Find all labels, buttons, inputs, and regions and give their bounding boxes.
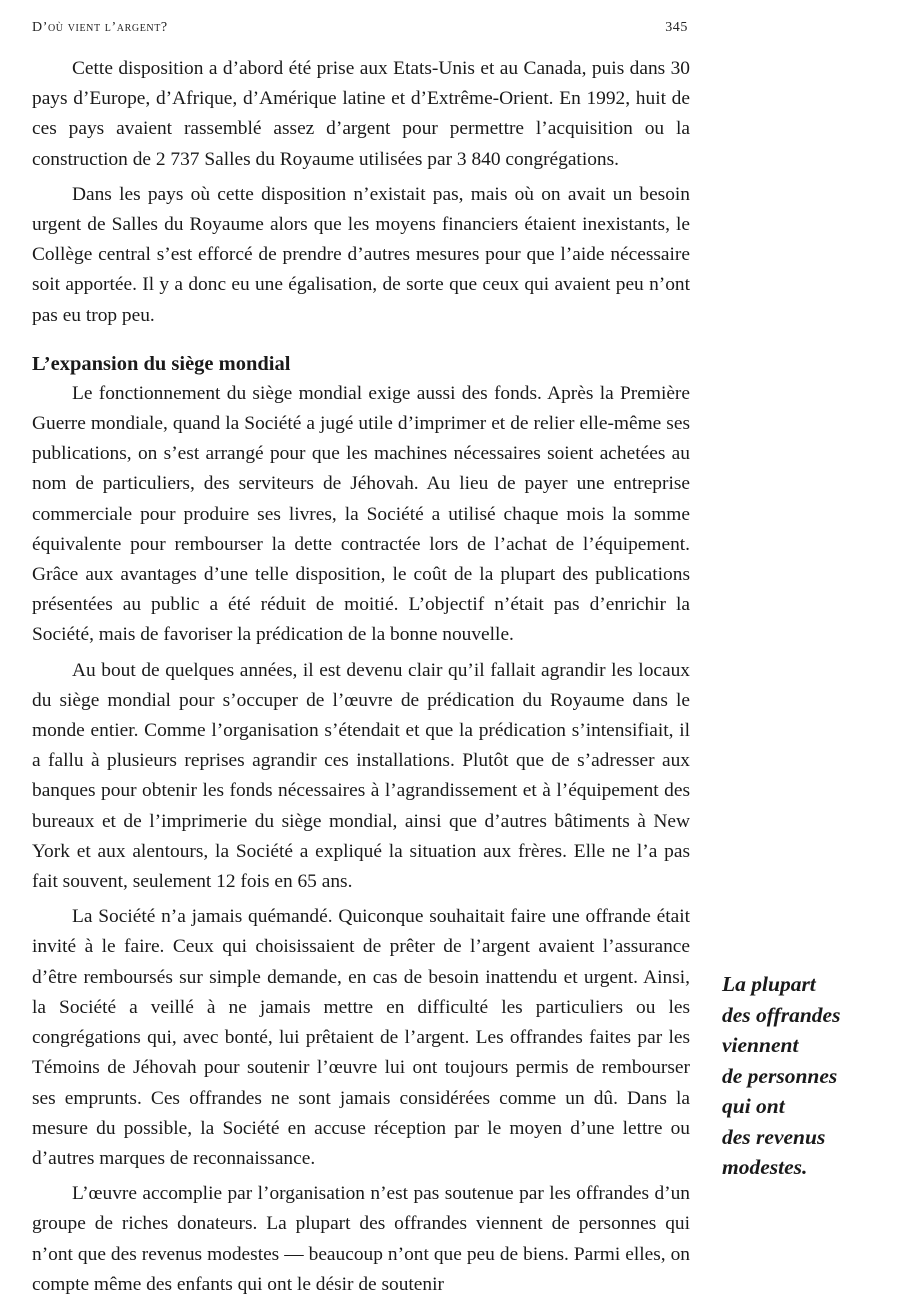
main-text xyxy=(32,54,690,1300)
margin-quote-line: modestes. xyxy=(722,1155,808,1179)
margin-quote-line: qui ont xyxy=(722,1094,785,1118)
margin-quote xyxy=(722,969,902,1183)
margin-quote-line: des revenus xyxy=(722,1124,826,1149)
paragraph: Le fonctionnement du siège mondial exige aussi des fonds. Après la Première Guerre mondiale, quand la Société a jugé utile d’imprimer et de relier elle-même ses publications, on s’est arrangé pour que les machines nécessaires soient achetées au nom de particuliers, des serviteurs de Jéhovah. Au lieu de payer une entreprise commerciale pour produire ses livres, la Société a utilisé chaque mois la somme équivalente pour rembourser la dette contractée lors de l’achat de l’équipement. Grâce aux avantages d’une telle disposition, le coût de la plupart des publications présentées au public a été réduit de moitié. L’objectif n’était pas d’enrichir la Société, mais de favoriser la prédication de la bonne nouvelle. xyxy=(32,382,690,646)
page-number: 345 xyxy=(665,20,688,35)
paragraph: Cette disposition a d’abord été prise aux Etats-Unis et au Canada, puis dans 30 pays d’Europe, d’Afrique, d’Amérique latine et d’Extrême-Orient. En 1992, huit de ces pays avaient rassemblé assez d’argent pour permettre l’acquisition ou la construction de 2 737 Salles du Royaume utilisées par 3 840 congrégations. xyxy=(32,58,690,170)
running-head xyxy=(32,20,688,36)
section-heading: L’expansion du siège mondial xyxy=(32,352,291,375)
paragraph: Au bout de quelques années, il est devenu clair qu’il fallait agrandir les locaux du siège mondial pour s’occuper de l’œuvre de prédication du Royaume dans le monde entier. Comme l’organisation s’étendait et que la prédication s’intensifiait, il a fallu à plusieurs reprises agrandir ces installations. Plutôt que de s’adresser aux banques pour obtenir les fonds nécessaires à l’agrandissement et à l’équipement des bureaux et de l’imprimerie du siège mondial, ainsi que d’autres bâtiments à New York et aux alentours, la Société a expliqué la situation aux frères. Elle ne l’a pas fait souvent, seulement 12 fois en 65 ans. xyxy=(32,659,690,893)
margin-quote-line: La plupart xyxy=(722,972,816,996)
paragraph: Dans les pays où cette disposition n’existait pas, mais où on avait un besoin urgent de Salles du Royaume alors que les moyens financiers étaient inexistants, le Collège central s’est efforcé de prendre d’autres mesures pour que l’aide nécessaire soit apportée. Il y a donc eu une égalisation, de sorte que ceux qui avaient peu n’ont pas eu trop peu. xyxy=(32,183,690,326)
margin-quote-line: des offrandes xyxy=(722,1002,841,1027)
paragraph: La Société n’a jamais quémandé. Quiconque souhaitait faire une offrande était invité à le faire. Ceux qui choisissaient de prêter de l’argent avaient l’assurance d’être remboursés sur simple demande, en cas de besoin inattendu et urgent. Ainsi, la Société a veillé à ne jamais mettre en difficulté les particuliers ou les congrégations qui, avec bonté, lui prêtaient de l’argent. Les offrandes faites par les Témoins de Jéhovah pour soutenir l’œuvre lui ont toujours permis de rembourser ses emprunts. Ces offrandes ne sont jamais considérées comme un dû. Dans la mesure du possible, la Société en accuse réception par le moyen d’une lettre ou d’autres marques de reconnaissance. xyxy=(32,906,690,1169)
chapter-title: D’où vient l’argent? xyxy=(32,20,168,35)
paragraph: L’œuvre accomplie par l’organisation n’est pas soutenue par les offrandes d’un groupe de riches donateurs. La plupart des offrandes viennent de personnes qui n’ont que des revenus modestes — beaucoup n’ont que peu de biens. Parmi elles, on compte même des enfants qui ont le désir de soutenir xyxy=(32,1183,690,1295)
margin-quote-line: de personnes xyxy=(722,1063,838,1088)
margin-quote-line: viennent xyxy=(722,1033,799,1057)
